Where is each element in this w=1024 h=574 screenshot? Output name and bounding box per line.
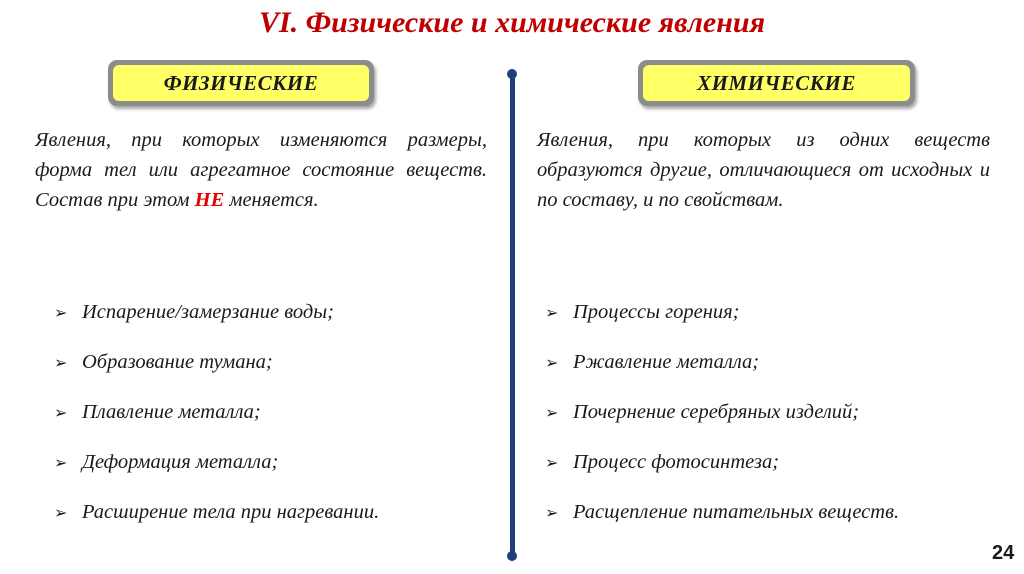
example-text: Ржавление металла;	[573, 350, 760, 373]
example-text: Испарение/замерзание воды;	[82, 300, 334, 323]
negation-emphasis: НЕ	[194, 189, 225, 211]
physical-heading-box	[108, 60, 374, 106]
physical-definition-end: меняется.	[224, 189, 319, 211]
list-item	[545, 487, 899, 537]
divider-top-dot	[507, 69, 517, 79]
list-item	[545, 437, 899, 487]
divider-bottom-dot	[507, 551, 517, 561]
arrowhead-bullet-icon: ➢	[545, 402, 559, 422]
chemical-heading: ХИМИЧЕСКИЕ	[643, 65, 910, 101]
physical-definition	[35, 125, 487, 215]
arrowhead-bullet-icon: ➢	[54, 402, 68, 422]
physical-heading: ФИЗИЧЕСКИЕ	[113, 65, 369, 101]
arrowhead-bullet-icon: ➢	[545, 302, 559, 322]
example-text: Образование тумана;	[82, 350, 273, 373]
list-item	[545, 387, 899, 437]
example-text: Почернение серебряных изделий;	[573, 400, 860, 423]
example-text: Расширение тела при нагревании.	[82, 500, 380, 523]
list-item	[545, 287, 899, 337]
example-text: Процесс фотосинтеза;	[573, 450, 780, 473]
physical-examples-list	[54, 287, 379, 537]
example-text: Расщепление питательных веществ.	[573, 500, 900, 523]
arrowhead-bullet-icon: ➢	[545, 352, 559, 372]
arrowhead-bullet-icon: ➢	[545, 452, 559, 472]
arrowhead-bullet-icon: ➢	[54, 452, 68, 472]
chemical-definition: Явления, при которых из одних веществ образуются другие, отличающиеся от исходных и по составу, и по свойствам.	[537, 129, 990, 211]
physical-definition-text: Явления, при которых изменяются размеры, форма тел или агрегатное состояние веществ. Состав при этом	[35, 129, 487, 211]
column-divider	[510, 73, 515, 557]
arrowhead-bullet-icon: ➢	[54, 502, 68, 522]
list-item	[54, 487, 379, 537]
arrowhead-bullet-icon: ➢	[54, 352, 68, 372]
arrowhead-bullet-icon: ➢	[545, 502, 559, 522]
page-number: 24	[992, 542, 1015, 564]
example-text: Плавление металла;	[82, 400, 261, 423]
chemical-examples-list	[545, 287, 899, 537]
list-item	[54, 287, 379, 337]
slide-title: VI. Физические и химические явления	[258, 6, 766, 39]
example-text: Процессы горения;	[573, 300, 740, 323]
list-item	[54, 387, 379, 437]
arrowhead-bullet-icon: ➢	[54, 302, 68, 322]
example-text: Деформация металла;	[82, 450, 279, 473]
chemical-heading-box	[638, 60, 915, 106]
list-item	[545, 337, 899, 387]
list-item	[54, 337, 379, 387]
list-item	[54, 437, 379, 487]
